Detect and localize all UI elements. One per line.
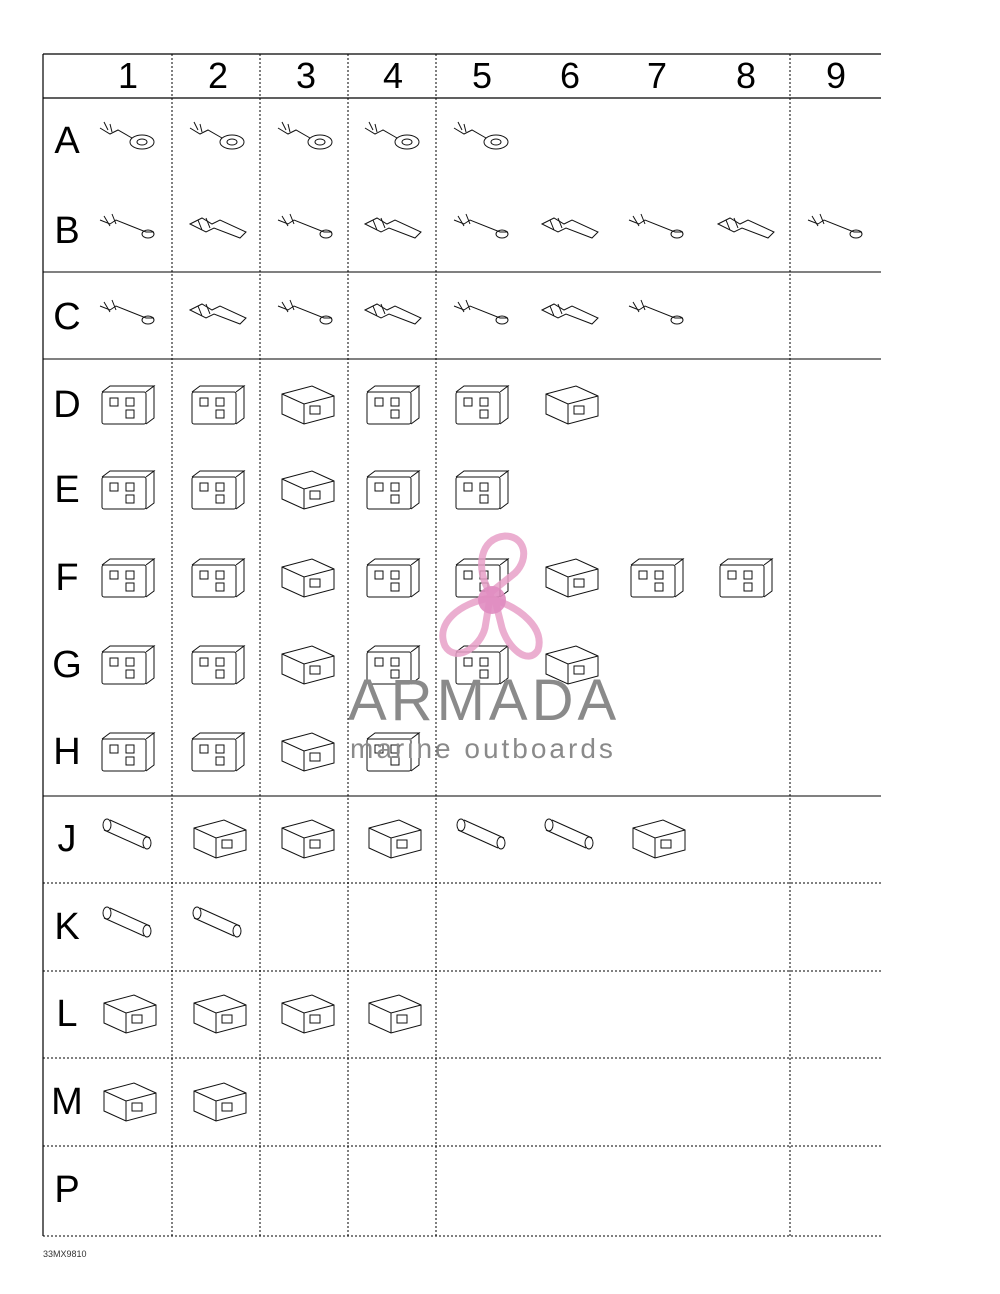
row-label-G: G bbox=[52, 644, 82, 686]
connector-C5-drawing bbox=[454, 300, 508, 324]
connector-J3-drawing bbox=[282, 820, 334, 858]
connector-E5-drawing bbox=[456, 471, 508, 509]
row-label-F: F bbox=[55, 557, 79, 599]
column-header-2: 2 bbox=[207, 55, 229, 96]
connector-L4-drawing bbox=[369, 995, 421, 1033]
row-label-D: D bbox=[53, 384, 81, 426]
connector-C4-drawing bbox=[365, 304, 421, 324]
watermark-subtitle: marine outboards bbox=[350, 733, 616, 764]
connector-J4-drawing bbox=[369, 820, 421, 858]
connector-F3-drawing bbox=[282, 559, 334, 597]
row-label-M: M bbox=[51, 1081, 83, 1123]
connector-M1-drawing bbox=[104, 1083, 156, 1121]
connector-J1-drawing bbox=[103, 819, 151, 849]
connector-F4-drawing bbox=[367, 559, 419, 597]
connector-J7-drawing bbox=[633, 820, 685, 858]
connector-E3-drawing bbox=[282, 471, 334, 509]
connector-D2-drawing bbox=[192, 386, 244, 424]
connector-G3-drawing bbox=[282, 646, 334, 684]
connector-F8-drawing bbox=[720, 559, 772, 597]
connector-J2-drawing bbox=[194, 820, 246, 858]
connector-D6-drawing bbox=[546, 386, 598, 424]
connector-D4-drawing bbox=[367, 386, 419, 424]
connector-D3-drawing bbox=[282, 386, 334, 424]
connector-B3-drawing bbox=[278, 214, 332, 238]
connector-A5-drawing bbox=[454, 122, 508, 149]
connector-A1-drawing bbox=[100, 122, 154, 149]
connector-B7-drawing bbox=[629, 214, 683, 238]
connector-K2-drawing bbox=[193, 907, 241, 937]
row-label-P: P bbox=[54, 1169, 80, 1211]
connector-E1-drawing bbox=[102, 471, 154, 509]
row-label-H: H bbox=[53, 731, 81, 773]
connector-F2-drawing bbox=[192, 559, 244, 597]
row-label-C: C bbox=[53, 296, 81, 338]
connector-J6-drawing bbox=[545, 819, 593, 849]
connector-B5-drawing bbox=[454, 214, 508, 238]
column-header-9: 9 bbox=[825, 55, 847, 96]
connector-H3-drawing bbox=[282, 733, 334, 771]
connector-A3-drawing bbox=[278, 122, 332, 149]
connector-E2-drawing bbox=[192, 471, 244, 509]
column-header-6: 6 bbox=[559, 55, 581, 96]
connector-C3-drawing bbox=[278, 300, 332, 324]
connector-E4-drawing bbox=[367, 471, 419, 509]
connector-A4-drawing bbox=[365, 122, 419, 149]
figure-code: 33MX9810 bbox=[43, 1249, 87, 1259]
column-header-3: 3 bbox=[295, 55, 317, 96]
connector-B8-drawing bbox=[718, 218, 774, 238]
column-header-5: 5 bbox=[471, 55, 493, 96]
connector-M2-drawing bbox=[194, 1083, 246, 1121]
connector-B2-drawing bbox=[190, 218, 246, 238]
connector-H2-drawing bbox=[192, 733, 244, 771]
connector-B9-drawing bbox=[808, 214, 862, 238]
watermark-title: ARMADA bbox=[348, 668, 621, 733]
row-label-B: B bbox=[54, 210, 80, 252]
connector-B4-drawing bbox=[365, 218, 421, 238]
connector-C7-drawing bbox=[629, 300, 683, 324]
column-header-4: 4 bbox=[382, 55, 404, 96]
connector-L2-drawing bbox=[194, 995, 246, 1033]
propeller-logo-watermark bbox=[420, 528, 560, 668]
connector-C2-drawing bbox=[190, 304, 246, 324]
connector-F1-drawing bbox=[102, 559, 154, 597]
row-label-K: K bbox=[54, 906, 80, 948]
connector-B6-drawing bbox=[542, 218, 598, 238]
column-header-7: 7 bbox=[646, 55, 668, 96]
row-label-E: E bbox=[54, 469, 80, 511]
row-label-J: J bbox=[57, 818, 77, 860]
row-label-A: A bbox=[54, 120, 80, 162]
connector-A2-drawing bbox=[190, 122, 244, 149]
connector-F7-drawing bbox=[631, 559, 683, 597]
row-label-L: L bbox=[56, 993, 78, 1035]
connector-B1-drawing bbox=[100, 214, 154, 238]
connector-D5-drawing bbox=[456, 386, 508, 424]
connector-G1-drawing bbox=[102, 646, 154, 684]
connector-C1-drawing bbox=[100, 300, 154, 324]
connector-C6-drawing bbox=[542, 304, 598, 324]
connector-J5-drawing bbox=[457, 819, 505, 849]
connector-L3-drawing bbox=[282, 995, 334, 1033]
column-header-1: 1 bbox=[117, 55, 139, 96]
connector-L1-drawing bbox=[104, 995, 156, 1033]
connector-G2-drawing bbox=[192, 646, 244, 684]
connector-D1-drawing bbox=[102, 386, 154, 424]
connector-H1-drawing bbox=[102, 733, 154, 771]
column-header-8: 8 bbox=[735, 55, 757, 96]
connector-K1-drawing bbox=[103, 907, 151, 937]
